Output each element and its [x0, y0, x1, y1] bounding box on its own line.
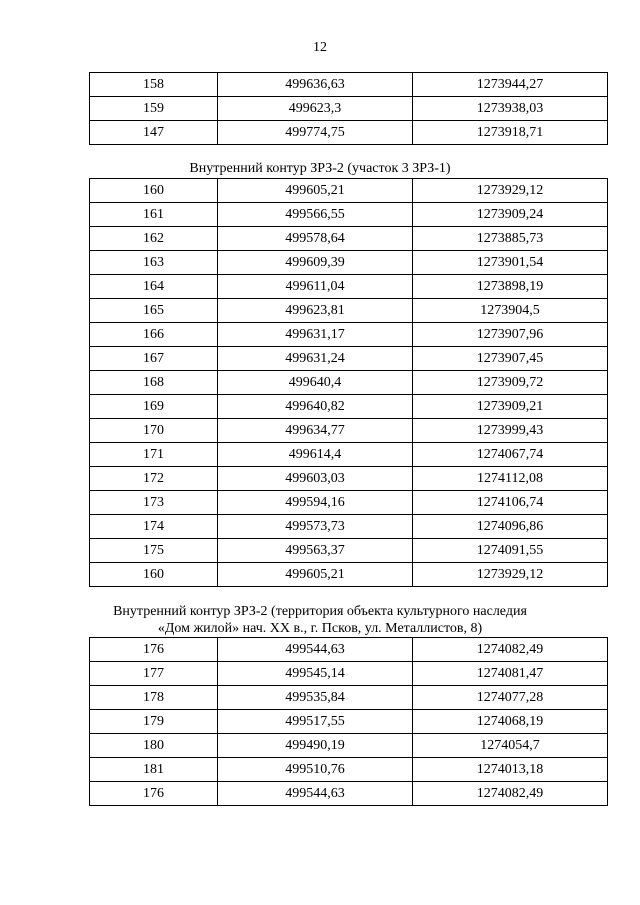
y-coordinate-cell: 1274013,18: [413, 758, 608, 782]
y-coordinate-cell: 1274082,49: [413, 638, 608, 662]
x-coordinate-cell: 499573,73: [218, 515, 413, 539]
table-row: [90, 539, 608, 563]
table-row: [90, 347, 608, 371]
y-coordinate-cell: 1273907,96: [413, 323, 608, 347]
x-coordinate-cell: 499631,24: [218, 347, 413, 371]
x-coordinate-cell: 499517,55: [218, 710, 413, 734]
x-coordinate-cell: 499544,63: [218, 638, 413, 662]
point-number-cell: 177: [90, 662, 218, 686]
point-number-cell: 171: [90, 443, 218, 467]
y-coordinate-cell: 1274112,08: [413, 467, 608, 491]
point-number-cell: 172: [90, 467, 218, 491]
section-heading-line: Внутренний контур ЗРЗ-2 (участок 3 ЗРЗ-1): [189, 161, 451, 176]
table-row: [90, 491, 608, 515]
table-row: [90, 73, 608, 97]
point-number-cell: 176: [90, 782, 218, 806]
x-coordinate-cell: 499578,64: [218, 227, 413, 251]
y-coordinate-cell: 1273938,03: [413, 97, 608, 121]
y-coordinate-cell: 1274054,7: [413, 734, 608, 758]
table-row: [90, 121, 608, 145]
point-number-cell: 162: [90, 227, 218, 251]
y-coordinate-cell: 1273909,21: [413, 395, 608, 419]
x-coordinate-cell: 499623,3: [218, 97, 413, 121]
y-coordinate-cell: 1273944,27: [413, 73, 608, 97]
y-coordinate-cell: 1274067,74: [413, 443, 608, 467]
table-row: [90, 467, 608, 491]
point-number-cell: 167: [90, 347, 218, 371]
y-coordinate-cell: 1273904,5: [413, 299, 608, 323]
y-coordinate-cell: 1273929,12: [413, 179, 608, 203]
table-row: [90, 758, 608, 782]
y-coordinate-cell: 1274096,86: [413, 515, 608, 539]
table-row: [90, 638, 608, 662]
y-coordinate-cell: 1273898,19: [413, 275, 608, 299]
y-coordinate-cell: 1273999,43: [413, 419, 608, 443]
point-number-cell: 160: [90, 563, 218, 587]
y-coordinate-cell: 1273929,12: [413, 563, 608, 587]
table-row: [90, 299, 608, 323]
table-row: [90, 275, 608, 299]
point-number-cell: 147: [90, 121, 218, 145]
table-body: [90, 73, 608, 145]
table-row: [90, 227, 608, 251]
point-number-cell: 159: [90, 97, 218, 121]
x-coordinate-cell: 499605,21: [218, 179, 413, 203]
point-number-cell: 169: [90, 395, 218, 419]
section-heading-line: Внутренний контур ЗРЗ-2 (территория объекта культурного наследия: [113, 604, 527, 619]
y-coordinate-cell: 1273901,54: [413, 251, 608, 275]
x-coordinate-cell: 499614,4: [218, 443, 413, 467]
x-coordinate-cell: 499636,63: [218, 73, 413, 97]
table-row: [90, 443, 608, 467]
coordinates-table: [89, 72, 608, 145]
point-number-cell: 181: [90, 758, 218, 782]
x-coordinate-cell: 499510,76: [218, 758, 413, 782]
table-row: [90, 515, 608, 539]
x-coordinate-cell: 499603,03: [218, 467, 413, 491]
table-row: [90, 686, 608, 710]
point-number-cell: 166: [90, 323, 218, 347]
table-row: [90, 97, 608, 121]
table-body: [90, 638, 608, 806]
y-coordinate-cell: 1273918,71: [413, 121, 608, 145]
table-row: [90, 563, 608, 587]
table-row: [90, 323, 608, 347]
y-coordinate-cell: 1273885,73: [413, 227, 608, 251]
table-row: [90, 734, 608, 758]
point-number-cell: 173: [90, 491, 218, 515]
table-row: [90, 203, 608, 227]
table-row: [90, 395, 608, 419]
point-number-cell: 174: [90, 515, 218, 539]
x-coordinate-cell: 499611,04: [218, 275, 413, 299]
x-coordinate-cell: 499634,77: [218, 419, 413, 443]
point-number-cell: 161: [90, 203, 218, 227]
y-coordinate-cell: 1273909,24: [413, 203, 608, 227]
x-coordinate-cell: 499566,55: [218, 203, 413, 227]
point-number-cell: 168: [90, 371, 218, 395]
x-coordinate-cell: 499623,81: [218, 299, 413, 323]
point-number-cell: 164: [90, 275, 218, 299]
table-row: [90, 710, 608, 734]
x-coordinate-cell: 499640,4: [218, 371, 413, 395]
y-coordinate-cell: 1274077,28: [413, 686, 608, 710]
point-number-cell: 175: [90, 539, 218, 563]
y-coordinate-cell: 1273907,45: [413, 347, 608, 371]
point-number-cell: 176: [90, 638, 218, 662]
point-number-cell: 170: [90, 419, 218, 443]
x-coordinate-cell: 499545,14: [218, 662, 413, 686]
section-heading: [0, 160, 640, 177]
x-coordinate-cell: 499605,21: [218, 563, 413, 587]
x-coordinate-cell: 499594,16: [218, 491, 413, 515]
x-coordinate-cell: 499490,19: [218, 734, 413, 758]
y-coordinate-cell: 1274091,55: [413, 539, 608, 563]
x-coordinate-cell: 499535,84: [218, 686, 413, 710]
table-row: [90, 419, 608, 443]
y-coordinate-cell: 1274068,19: [413, 710, 608, 734]
coordinates-table: [89, 178, 608, 587]
table-row: [90, 179, 608, 203]
table-row: [90, 251, 608, 275]
y-coordinate-cell: 1274081,47: [413, 662, 608, 686]
point-number-cell: 158: [90, 73, 218, 97]
page-number: 12: [313, 40, 327, 55]
y-coordinate-cell: 1273909,72: [413, 371, 608, 395]
y-coordinate-cell: 1274082,49: [413, 782, 608, 806]
point-number-cell: 163: [90, 251, 218, 275]
x-coordinate-cell: 499609,39: [218, 251, 413, 275]
point-number-cell: 160: [90, 179, 218, 203]
section-heading-line: «Дом жилой» нач. XX в., г. Псков, ул. Металлистов, 8): [157, 621, 483, 636]
table-body: [90, 179, 608, 587]
point-number-cell: 178: [90, 686, 218, 710]
section-heading: [0, 603, 640, 637]
x-coordinate-cell: 499640,82: [218, 395, 413, 419]
x-coordinate-cell: 499563,37: [218, 539, 413, 563]
point-number-cell: 180: [90, 734, 218, 758]
table-row: [90, 662, 608, 686]
table-row: [90, 371, 608, 395]
point-number-cell: 179: [90, 710, 218, 734]
table-row: [90, 782, 608, 806]
y-coordinate-cell: 1274106,74: [413, 491, 608, 515]
x-coordinate-cell: 499774,75: [218, 121, 413, 145]
coordinates-table: [89, 637, 608, 806]
point-number-cell: 165: [90, 299, 218, 323]
x-coordinate-cell: 499631,17: [218, 323, 413, 347]
x-coordinate-cell: 499544,63: [218, 782, 413, 806]
